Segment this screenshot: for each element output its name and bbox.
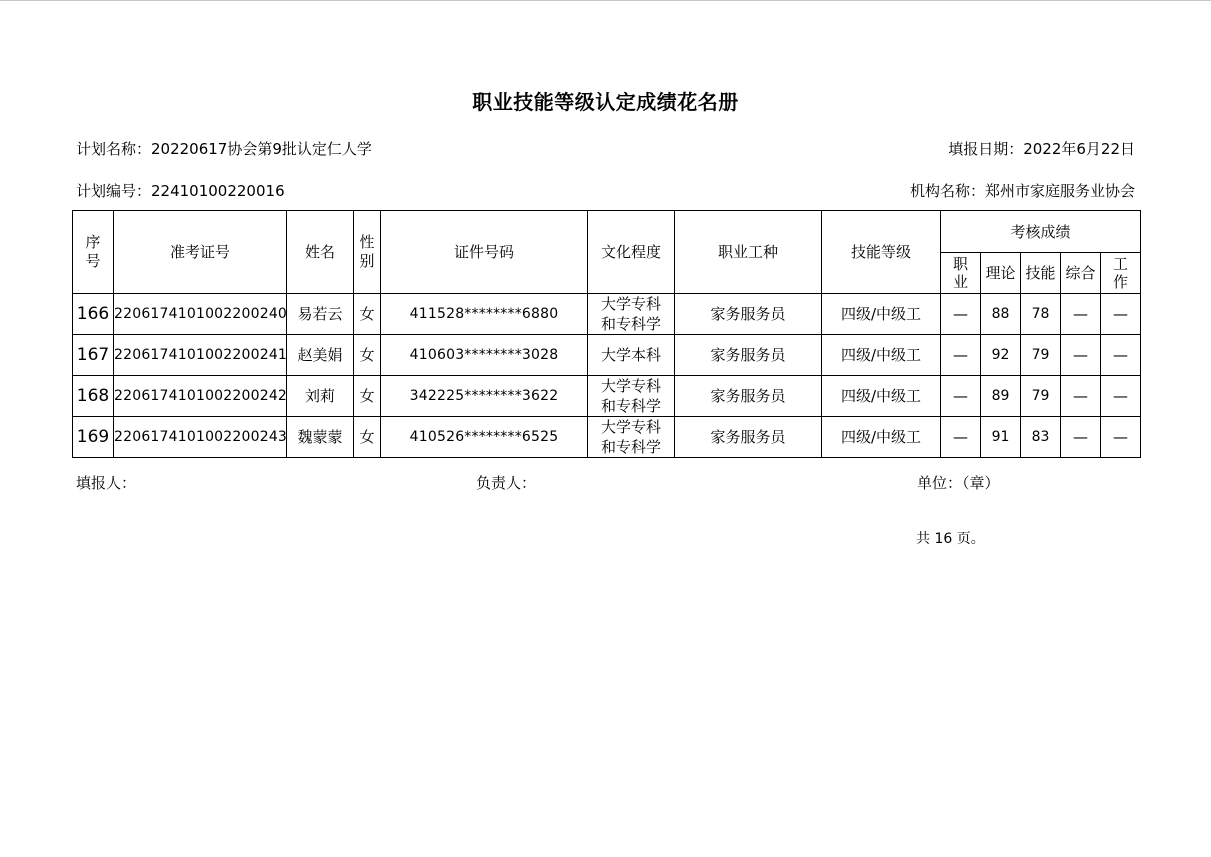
filler-label: 填报人： [76, 474, 137, 492]
responsible-label: 负责人： [476, 474, 537, 492]
cell-exam-no: 2206174101002200241 [114, 335, 287, 376]
cell-education: 大学专科和专科学 [588, 376, 675, 417]
cell-occupation: 家务服务员 [675, 335, 822, 376]
cell-gender: 女 [354, 376, 381, 417]
cell-seq: 169 [73, 417, 114, 458]
fill-date: 填报日期：2022年6月22日 [948, 140, 1135, 158]
cell-score-theory: 92 [981, 335, 1021, 376]
header-occupation: 职业工种 [675, 211, 822, 294]
top-border-line [0, 0, 1211, 1]
header-row [73, 211, 1141, 253]
cell-score-occupation: — [941, 417, 981, 458]
header-score-theory: 理论 [981, 253, 1021, 294]
cell-score-overall: — [1061, 294, 1101, 335]
cell-education: 大学专科和专科学 [588, 417, 675, 458]
cell-occupation: 家务服务员 [675, 376, 822, 417]
cell-id-no: 342225********3622 [381, 376, 588, 417]
header-skill-level: 技能等级 [822, 211, 941, 294]
cell-education: 大学专科和专科学 [588, 294, 675, 335]
cell-id-no: 410526********6525 [381, 417, 588, 458]
cell-exam-no: 2206174101002200243 [114, 417, 287, 458]
cell-name: 易若云 [287, 294, 354, 335]
cell-gender: 女 [354, 417, 381, 458]
header-score-work: 工作 [1101, 253, 1141, 294]
cell-score-work: — [1101, 376, 1141, 417]
cell-score-overall: — [1061, 335, 1101, 376]
page-count: 共 16 页。 [916, 531, 985, 547]
plan-name: 计划名称：20220617协会第9批认定仁人学 [76, 140, 372, 158]
document-title: 职业技能等级认定成绩花名册 [472, 90, 739, 114]
header-exam-no: 准考证号 [114, 211, 287, 294]
cell-name: 赵美娟 [287, 335, 354, 376]
cell-score-theory: 88 [981, 294, 1021, 335]
cell-id-no: 410603********3028 [381, 335, 588, 376]
score-roster-table [72, 210, 1141, 458]
cell-skill-level: 四级/中级工 [822, 294, 941, 335]
cell-score-skill: 79 [1021, 335, 1061, 376]
table-row [73, 294, 1141, 335]
table-row [73, 417, 1141, 458]
cell-score-work: — [1101, 335, 1141, 376]
cell-score-theory: 89 [981, 376, 1021, 417]
header-id-no: 证件号码 [381, 211, 588, 294]
header-education: 文化程度 [588, 211, 675, 294]
cell-score-overall: — [1061, 376, 1101, 417]
cell-seq: 166 [73, 294, 114, 335]
cell-score-occupation: — [941, 294, 981, 335]
table-row [73, 335, 1141, 376]
cell-id-no: 411528********6880 [381, 294, 588, 335]
header-score-skill: 技能 [1021, 253, 1061, 294]
cell-score-occupation: — [941, 335, 981, 376]
cell-score-skill: 79 [1021, 376, 1061, 417]
header-name: 姓名 [287, 211, 354, 294]
cell-name: 魏蒙蒙 [287, 417, 354, 458]
cell-score-occupation: — [941, 376, 981, 417]
cell-skill-level: 四级/中级工 [822, 417, 941, 458]
cell-name: 刘莉 [287, 376, 354, 417]
cell-score-theory: 91 [981, 417, 1021, 458]
organization-name: 机构名称：郑州市家庭服务业协会 [909, 182, 1135, 200]
header-score-occupation: 职业 [941, 253, 981, 294]
header-score-overall: 综合 [1061, 253, 1101, 294]
header-seq: 序号 [73, 211, 114, 294]
cell-exam-no: 2206174101002200242 [114, 376, 287, 417]
cell-gender: 女 [354, 335, 381, 376]
unit-seal-label: 单位：（章） [917, 474, 1000, 492]
cell-seq: 168 [73, 376, 114, 417]
cell-score-overall: — [1061, 417, 1101, 458]
cell-occupation: 家务服务员 [675, 294, 822, 335]
cell-skill-level: 四级/中级工 [822, 335, 941, 376]
header-gender: 性别 [354, 211, 381, 294]
cell-seq: 167 [73, 335, 114, 376]
cell-education: 大学本科 [588, 335, 675, 376]
cell-skill-level: 四级/中级工 [822, 376, 941, 417]
cell-occupation: 家务服务员 [675, 417, 822, 458]
cell-score-work: — [1101, 294, 1141, 335]
table-row [73, 376, 1141, 417]
cell-gender: 女 [354, 294, 381, 335]
cell-score-skill: 83 [1021, 417, 1061, 458]
cell-score-skill: 78 [1021, 294, 1061, 335]
header-scores: 考核成绩 [941, 211, 1141, 253]
cell-score-work: — [1101, 417, 1141, 458]
plan-number: 计划编号：22410100220016 [76, 182, 285, 200]
cell-exam-no: 2206174101002200240 [114, 294, 287, 335]
